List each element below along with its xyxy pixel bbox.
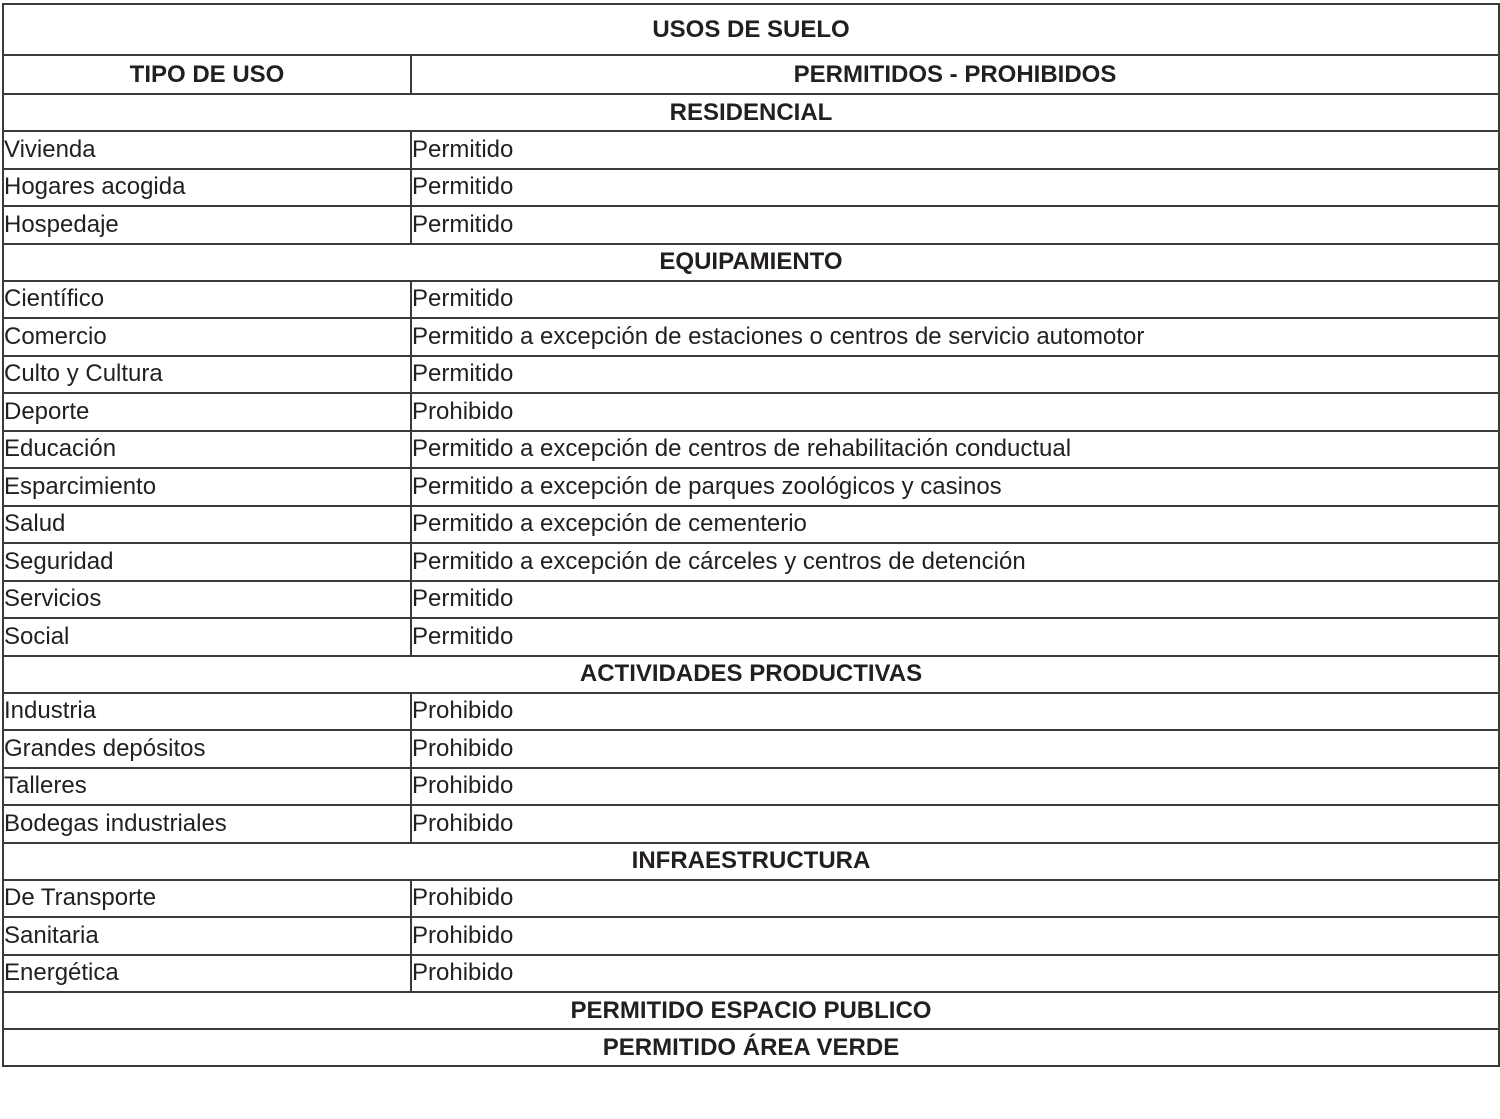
table-row xyxy=(3,506,1499,544)
use-status-cell: Prohibido xyxy=(411,693,1499,731)
use-type-cell: Científico xyxy=(3,281,411,319)
table-row xyxy=(3,581,1499,619)
use-status-cell: Prohibido xyxy=(411,917,1499,955)
section-row xyxy=(3,656,1499,693)
table-row xyxy=(3,431,1499,469)
table-row xyxy=(3,281,1499,319)
use-status-cell: Prohibido xyxy=(411,880,1499,918)
use-type-cell: Deporte xyxy=(3,393,411,431)
table-row xyxy=(3,730,1499,768)
footer-heading: PERMITIDO ESPACIO PUBLICO xyxy=(3,992,1499,1029)
use-status-cell: Prohibido xyxy=(411,393,1499,431)
section-row xyxy=(3,94,1499,131)
use-status-cell: Permitido a excepción de cementerio xyxy=(411,506,1499,544)
use-status-cell: Permitido xyxy=(411,169,1499,207)
use-type-cell: Seguridad xyxy=(3,543,411,581)
table-row xyxy=(3,693,1499,731)
use-type-cell: Hogares acogida xyxy=(3,169,411,207)
use-status-cell: Permitido a excepción de cárceles y centros de detención xyxy=(411,543,1499,581)
use-type-cell: Industria xyxy=(3,693,411,731)
use-type-cell: Grandes depósitos xyxy=(3,730,411,768)
column-header-type: TIPO DE USO xyxy=(3,55,411,94)
table-row xyxy=(3,955,1499,993)
use-status-cell: Permitido a excepción de parques zoológicos y casinos xyxy=(411,468,1499,506)
use-type-cell: Esparcimiento xyxy=(3,468,411,506)
table-row xyxy=(3,543,1499,581)
section-row xyxy=(3,244,1499,281)
table-row xyxy=(3,880,1499,918)
table-body xyxy=(3,4,1499,1066)
table-row xyxy=(3,318,1499,356)
use-type-cell: Sanitaria xyxy=(3,917,411,955)
table-row xyxy=(3,805,1499,843)
footer-row xyxy=(3,992,1499,1029)
use-status-cell: Permitido a excepción de estaciones o centros de servicio automotor xyxy=(411,318,1499,356)
table-header-row xyxy=(3,55,1499,94)
use-status-cell: Permitido xyxy=(411,131,1499,169)
use-type-cell: Hospedaje xyxy=(3,206,411,244)
use-status-cell: Permitido xyxy=(411,356,1499,394)
use-status-cell: Prohibido xyxy=(411,955,1499,993)
use-status-cell: Permitido a excepción de centros de rehabilitación conductual xyxy=(411,431,1499,469)
column-header-status: PERMITIDOS - PROHIBIDOS xyxy=(411,55,1499,94)
use-type-cell: Talleres xyxy=(3,768,411,806)
table-row xyxy=(3,131,1499,169)
use-status-cell: Permitido xyxy=(411,281,1499,319)
use-status-cell: Permitido xyxy=(411,206,1499,244)
land-use-table xyxy=(2,3,1500,1067)
table-row xyxy=(3,206,1499,244)
footer-heading: PERMITIDO ÁREA VERDE xyxy=(3,1029,1499,1066)
use-status-cell: Prohibido xyxy=(411,768,1499,806)
use-status-cell: Prohibido xyxy=(411,805,1499,843)
use-type-cell: Energética xyxy=(3,955,411,993)
table-row xyxy=(3,356,1499,394)
use-type-cell: Servicios xyxy=(3,581,411,619)
use-type-cell: Bodegas industriales xyxy=(3,805,411,843)
footer-row xyxy=(3,1029,1499,1066)
table-row xyxy=(3,169,1499,207)
use-type-cell: Salud xyxy=(3,506,411,544)
section-heading: RESIDENCIAL xyxy=(3,94,1499,131)
use-type-cell: De Transporte xyxy=(3,880,411,918)
use-type-cell: Social xyxy=(3,618,411,656)
table-row xyxy=(3,917,1499,955)
table-row xyxy=(3,768,1499,806)
use-type-cell: Comercio xyxy=(3,318,411,356)
section-heading: INFRAESTRUCTURA xyxy=(3,843,1499,880)
table-title-row xyxy=(3,4,1499,55)
table-row xyxy=(3,393,1499,431)
use-type-cell: Vivienda xyxy=(3,131,411,169)
table-row xyxy=(3,618,1499,656)
section-heading: ACTIVIDADES PRODUCTIVAS xyxy=(3,656,1499,693)
use-type-cell: Educación xyxy=(3,431,411,469)
section-heading: EQUIPAMIENTO xyxy=(3,244,1499,281)
table-row xyxy=(3,468,1499,506)
section-row xyxy=(3,843,1499,880)
table-title: USOS DE SUELO xyxy=(3,4,1499,55)
use-status-cell: Permitido xyxy=(411,618,1499,656)
use-status-cell: Prohibido xyxy=(411,730,1499,768)
use-type-cell: Culto y Cultura xyxy=(3,356,411,394)
use-status-cell: Permitido xyxy=(411,581,1499,619)
